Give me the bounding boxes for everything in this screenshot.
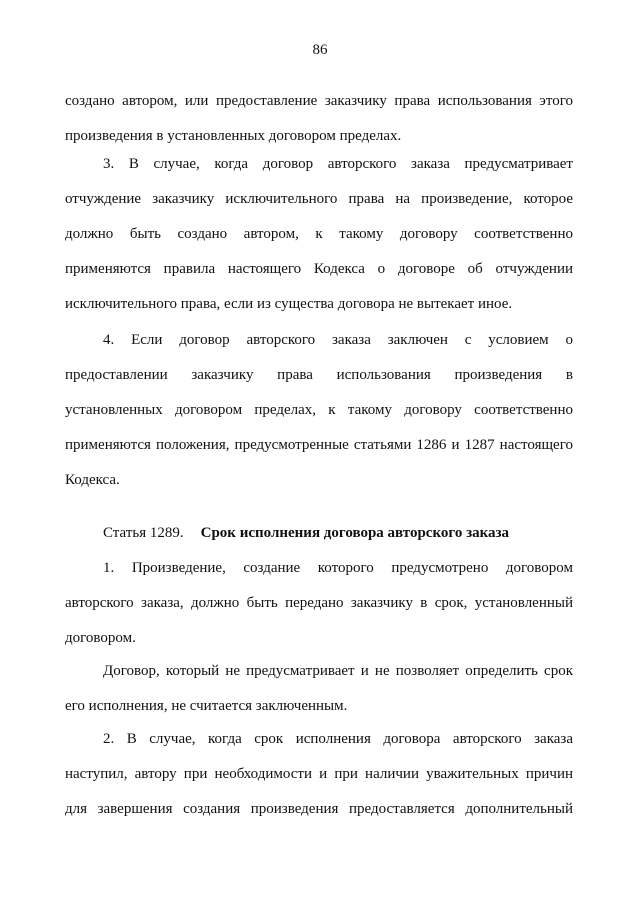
article-number: Статья 1289. (103, 525, 184, 541)
text-line: 4. Если договор авторского заказа заключен с условием о (103, 332, 573, 348)
text-line: для завершения создания произведения предоставляется дополнительный (65, 801, 573, 817)
paragraph-item-2 (65, 722, 573, 827)
paragraph-item-1 (65, 551, 573, 656)
text-line: Договор, который не предусматривает и не позволяет определить срок (103, 663, 573, 679)
text-line: договором. (65, 630, 136, 646)
page-number: 86 (312, 42, 328, 58)
text-line: наступил, автору при необходимости и при наличии уважительных причин (65, 766, 573, 782)
paragraph-item-4 (65, 323, 573, 498)
text-line: Кодекса. (65, 472, 120, 488)
paragraph-contract-term (65, 654, 573, 724)
text-line: исключительного права, если из существа договора не вытекает иное. (65, 296, 513, 312)
text-line: 1. Произведение, создание которого предусмотрено договором (103, 560, 573, 576)
text-line: произведения в установленных договором пределах. (65, 128, 402, 144)
text-line: его исполнения, не считается заключенным. (65, 698, 348, 714)
text-line: применяются положения, предусмотренные статьями 1286 и 1287 настоящего (65, 437, 573, 453)
text-line: применяются правила настоящего Кодекса о договоре об отчуждении (65, 261, 573, 277)
paragraph-item-3 (65, 147, 573, 322)
text-line: установленных договором пределах, к такому договору соответственно (65, 402, 573, 418)
text-line: должно быть создано автором, к такому договору соответственно (65, 226, 573, 242)
text-line: отчуждение заказчику исключительного права на произведение, которое (65, 191, 573, 207)
text-line: предоставлении заказчику права использования произведения в (65, 367, 573, 383)
article-title: Срок исполнения договора авторского заказа (200, 525, 510, 541)
text-line: 3. В случае, когда договор авторского заказа предусматривает (103, 156, 573, 172)
article-heading (65, 516, 573, 551)
text-line: авторского заказа, должно быть передано заказчику в срок, установленный (65, 595, 573, 611)
text-line: 2. В случае, когда срок исполнения договора авторского заказа (103, 731, 573, 747)
paragraph-continuation (65, 84, 573, 154)
text-line: создано автором, или предоставление заказчику права использования этого (65, 93, 573, 109)
